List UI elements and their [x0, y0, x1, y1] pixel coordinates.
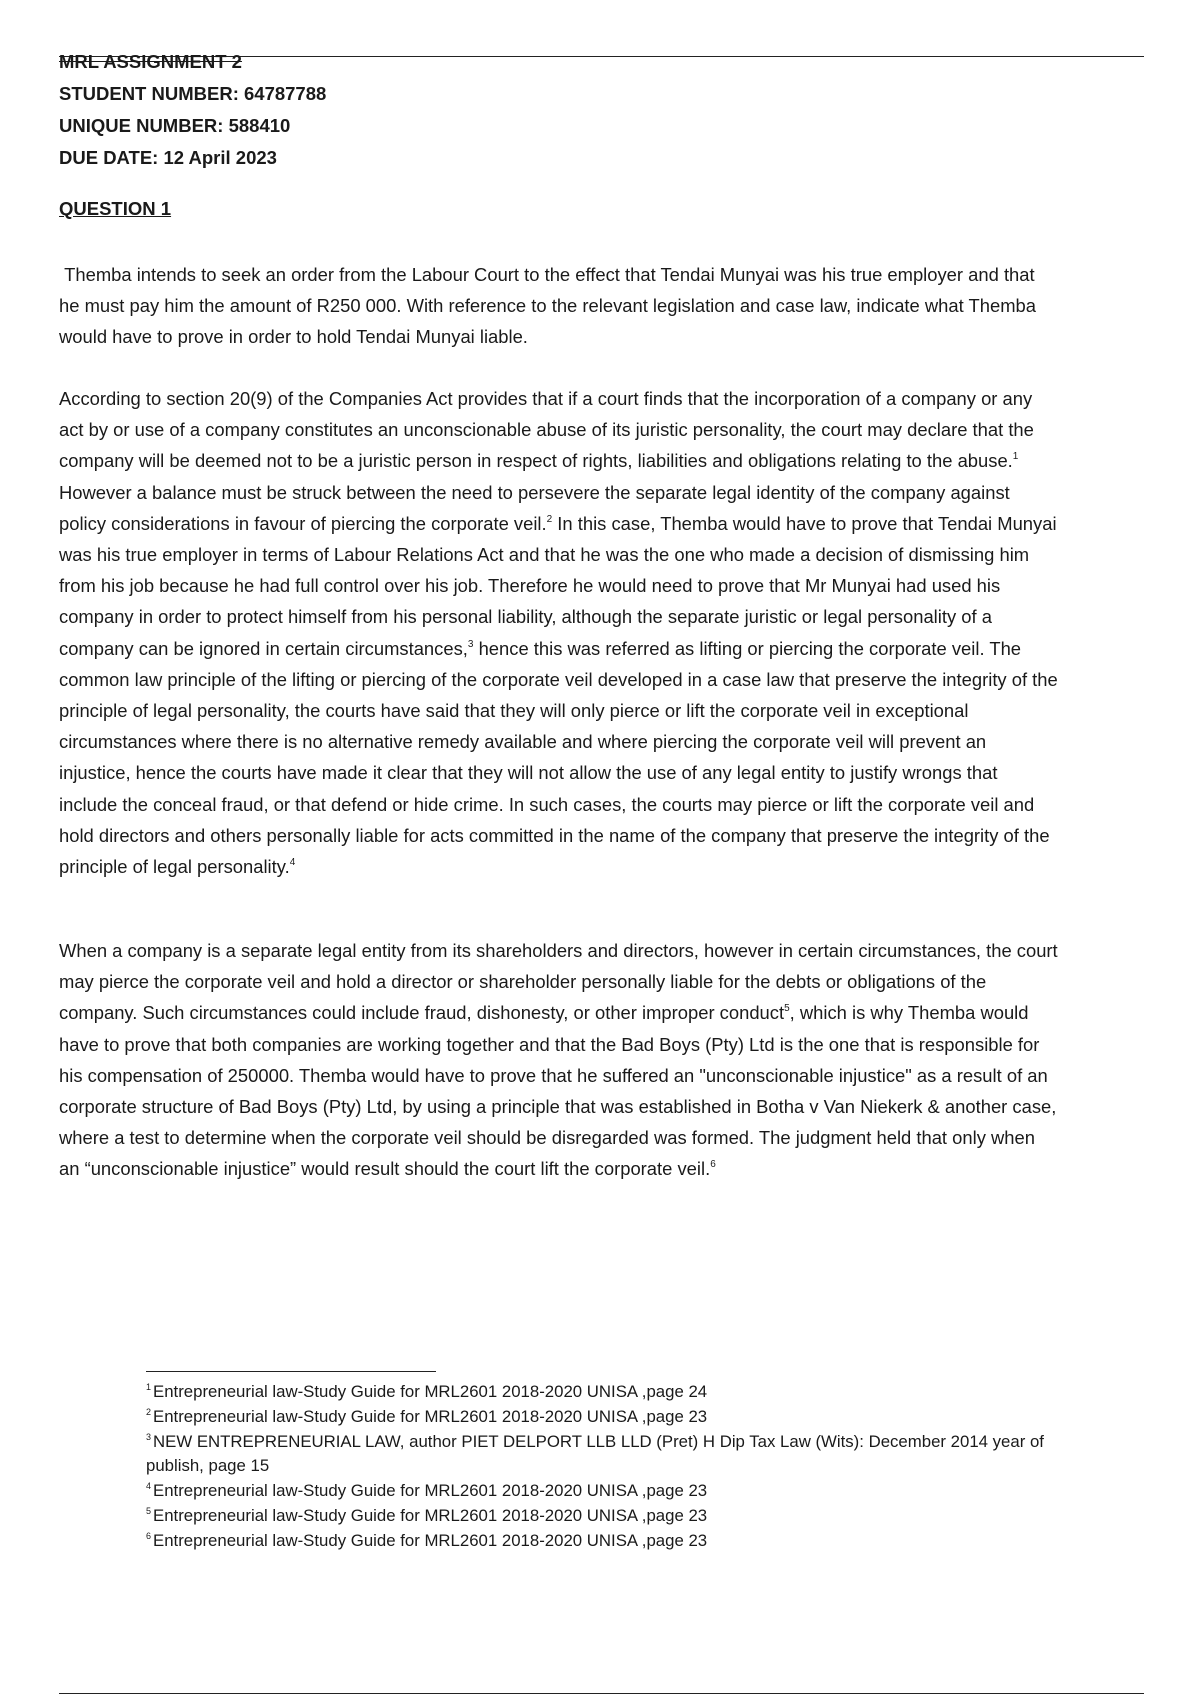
footnote-ref-3[interactable]: 3: [467, 638, 474, 650]
footnote-text: Entrepreneurial law-Study Guide for MRL2601 2018-2020 UNISA ,page 23: [153, 1406, 708, 1426]
footnote-ref-4[interactable]: 4: [289, 857, 296, 869]
footnotes: [146, 1380, 1046, 1554]
footnote: [146, 1430, 1046, 1480]
footnote-text: Entrepreneurial law-Study Guide for MRL2601 2018-2020 UNISA ,page 23: [153, 1530, 708, 1550]
footnote-text: NEW ENTREPRENEURIAL LAW, author PIET DELPORT LLB LLD (Pret) H Dip Tax Law (Wits): December 2014 year of publish, page 15: [146, 1431, 1044, 1476]
answer-paragraph-2: [59, 935, 1059, 1185]
footer-rule: [59, 1693, 1144, 1694]
question-heading: QUESTION 1: [59, 198, 172, 219]
answer-paragraph-1: [59, 383, 1059, 882]
footnote-number: 6: [146, 1530, 152, 1541]
para2-text-a: When a company is a separate legal entity from its shareholders and directors, however in certain circumstances, the court may pierce the corporate veil and hold a director or shareholder personally liable for the debts or obligations of the company. Such circumstances could include fraud, dishonesty, or other improper conduct: [59, 940, 1058, 1024]
para1-text-b: However a balance must be struck between the need to persevere the separate legal identity of the company against policy considerations in favour of piercing the corporate veil.: [59, 481, 1010, 534]
unique-number: UNIQUE NUMBER: 588410: [59, 115, 291, 136]
question-text: Themba intends to seek an order from the Labour Court to the effect that Tendai Munyai was his true employer and that he must pay him the amount of R250 000. With reference to the relevant legislation and case law, indicate what Themba would have to prove in order to hold Tendai Munyai liable.: [59, 264, 1036, 348]
para1-text-d: hence this was referred as lifting or piercing the corporate veil. The common law principle of the lifting or piercing of the corporate veil developed in a case law that preserve the integrity of the principle of legal personality, the courts have said that they will only pierce or lift the corporate veil in exceptional circumstances where there is no alternative remedy available and where piercing the corporate veil will prevent an injustice, hence the courts have made it clear that they will not allow the use of any legal entity to justify wrongs that include the conceal fraud, or that defend or hide crime. In such cases, the courts may pierce or lift the corporate veil and hold directors and others personally liable for acts committed in the name of the company that preserve the integrity of the principle of legal personality.: [59, 637, 1058, 878]
footnote-number: 3: [146, 1431, 152, 1442]
para1-text-c: In this case, Themba would have to prove that Tendai Munyai was his true employer in terms of Labour Relations Act and that he was the one who made a decision of dismissing him from his job because he had full control over his job. Therefore he would need to prove that Mr Munyai had used his company in order to protect himself from his personal liability, although the separate juristic or legal personality of a company can be ignored in certain circumstances,: [59, 512, 1057, 659]
footnote: [146, 1504, 1046, 1529]
footnote: [146, 1479, 1046, 1504]
footnote-number: 5: [146, 1505, 152, 1516]
footnote-separator: [146, 1371, 436, 1372]
para2-text-b: , which is why Themba would have to prove that both companies are working together and that the Bad Boys (Pty) Ltd is the one that is responsible for his compensation of 250000. Themba would have to prove that he suffered an "unconscionable injustice" as a result of an corporate structure of Bad Boys (Pty) Ltd, by using a principle that was established in Botha v Van Niekerk & another case, where a test to determine when the corporate veil should be disregarded was formed. The judgment held that only when an “unconscionable injustice” would result should the court lift the corporate veil.: [59, 1002, 1057, 1180]
question-paragraph: [59, 259, 1059, 353]
footnote-ref-6[interactable]: 6: [710, 1159, 716, 1171]
footnote-text: Entrepreneurial law-Study Guide for MRL2601 2018-2020 UNISA ,page 24: [153, 1382, 708, 1401]
footnote: [146, 1405, 1046, 1430]
footnote-text: Entrepreneurial law-Study Guide for MRL2601 2018-2020 UNISA ,page 23: [153, 1505, 708, 1525]
footnote-text: Entrepreneurial law-Study Guide for MRL2601 2018-2020 UNISA ,page 23: [153, 1481, 708, 1501]
student-number: STUDENT NUMBER: 64787788: [59, 83, 327, 104]
document-header: [59, 46, 326, 174]
footnote-number: 2: [146, 1406, 152, 1417]
footnote-number: 4: [146, 1481, 152, 1492]
assignment-title: MRL ASSIGNMENT 2: [59, 51, 242, 72]
para1-text-a: According to section 20(9) of the Companies Act provides that if a court finds that the incorporation of a company or any act by or use of a company constitutes an unconscionable abuse of its juristic personality, the court may declare that the company will be deemed not to be a juristic person in respect of rights, liabilities and obligations relating to the abuse.: [59, 388, 1034, 472]
footnote-ref-1[interactable]: 1: [1012, 451, 1019, 463]
footnote-ref-2[interactable]: 2: [546, 513, 553, 525]
due-date: DUE DATE: 12 April 2023: [59, 147, 277, 168]
footnote: [146, 1529, 1046, 1554]
footnote-ref-5[interactable]: 5: [784, 1003, 790, 1015]
footnote-number: 1: [146, 1382, 152, 1392]
footnote: [146, 1380, 1046, 1405]
